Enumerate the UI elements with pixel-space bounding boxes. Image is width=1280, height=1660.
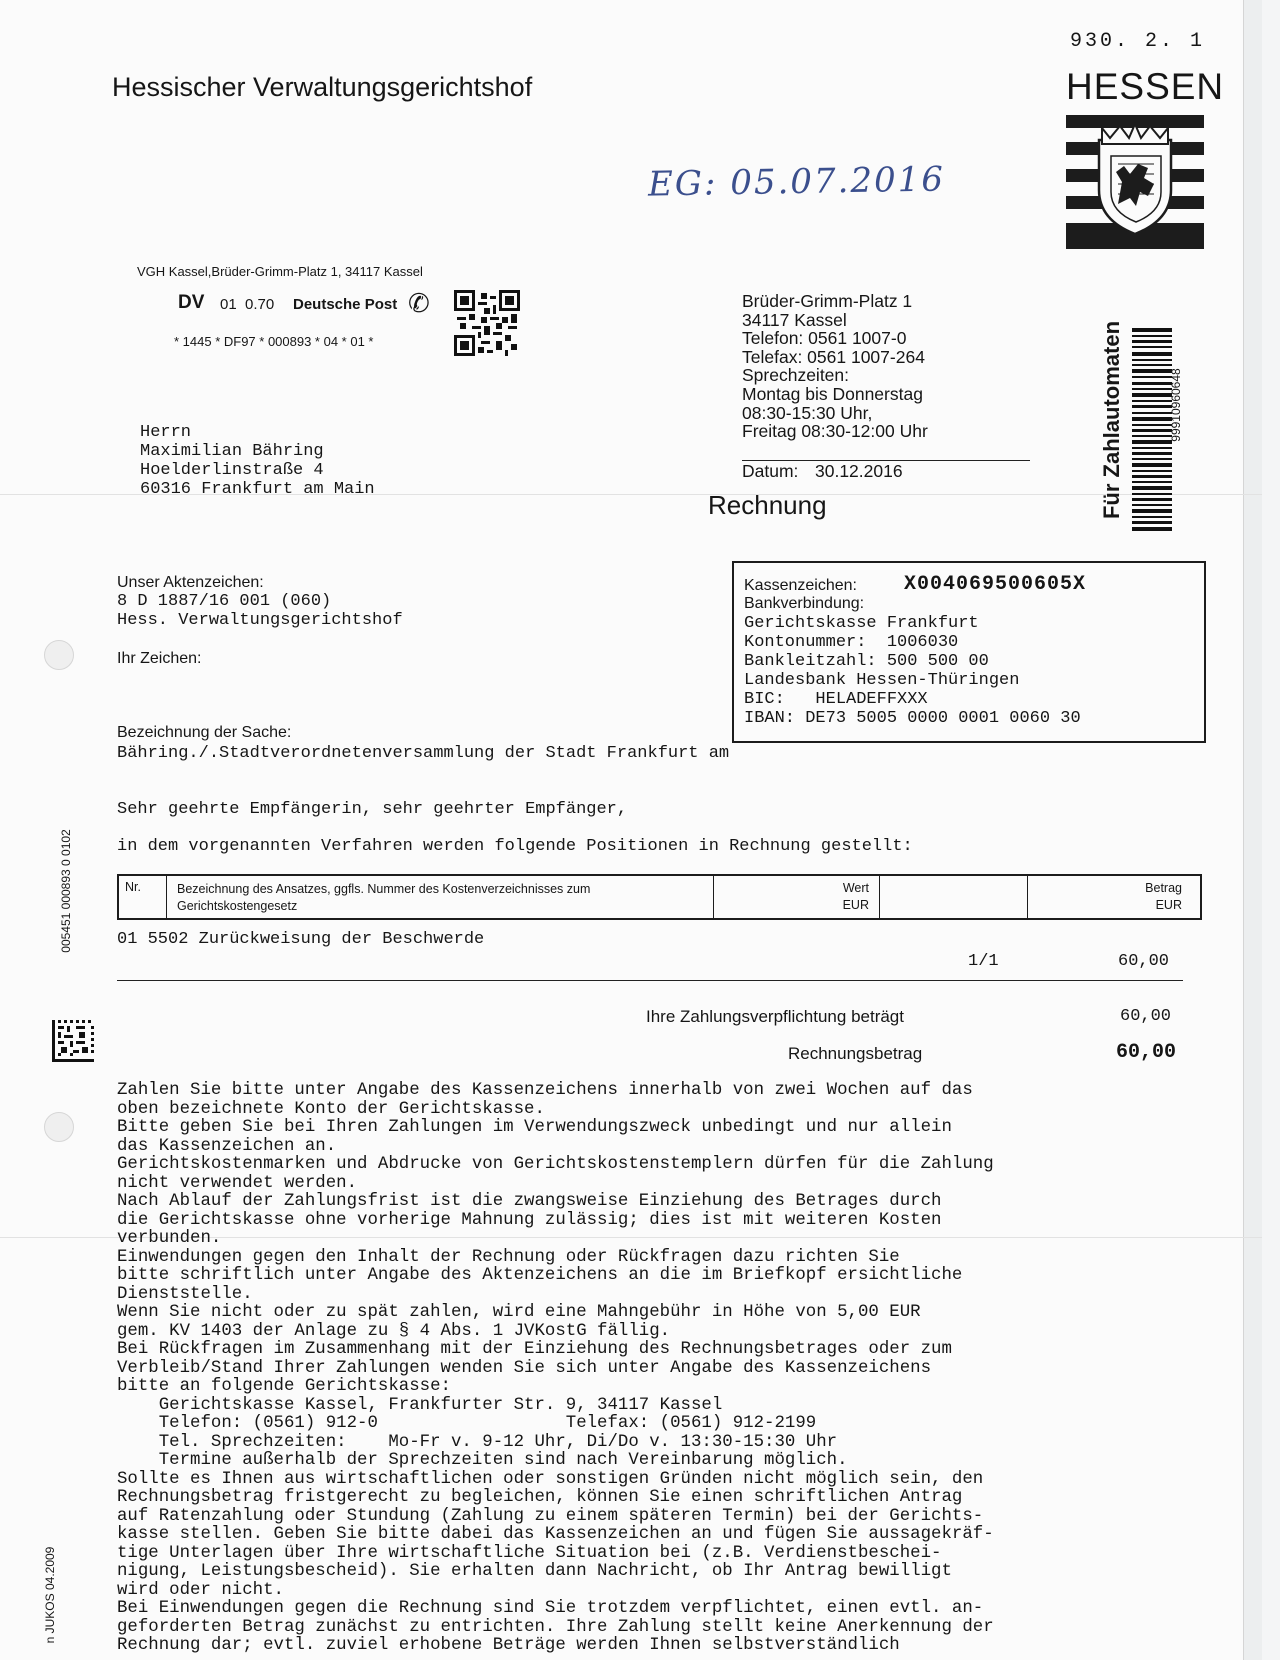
items-divider	[117, 980, 1183, 981]
return-address: VGH Kassel,Brüder-Grimm-Platz 1, 34117 Kassel	[137, 264, 423, 279]
postage-carrier: Deutsche Post	[293, 296, 398, 313]
date-label: Datum:	[742, 461, 799, 481]
invoice-total-label: Rechnungsbetrag	[788, 1044, 923, 1063]
post-horn-icon: ✆	[408, 288, 430, 318]
salutation: Sehr geehrte Empfängerin, sehr geehrter Empfänger,	[117, 800, 628, 819]
sender-address: Brüder-Grimm-Platz 1 34117 Kassel Telefon: 0561 1007-0 Telefax: 0561 1007-264 Sprechzeiten: Montag bis Donnerstag 08:30-15:30 Uhr, Freitag 08:30-12:00 Uhr	[742, 291, 928, 442]
handwritten-receipt-note: EG: 05.07.2016	[647, 159, 946, 205]
postage-code: * 1445 * DF97 * 000893 * 04 * 01 *	[174, 334, 374, 349]
payment-obligation-value: 60,00	[1120, 1007, 1172, 1026]
matter-value: Bähring./.Stadtverordnetenversammlung der Stadt Frankfurt am	[117, 744, 730, 763]
reference-label: Unser Aktenzeichen:	[117, 574, 264, 591]
payment-machine-label: Für Zahlautomaten	[1099, 320, 1124, 520]
punch-hole	[44, 1112, 74, 1142]
barcode-number: 99910960648	[1169, 368, 1183, 442]
recipient-address: Herrn Maximilian Bähring Hoelderlinstraße 4 60316 Frankfurt am Main	[140, 423, 375, 499]
bank-label: Bankverbindung:	[744, 595, 865, 612]
bank-details-box	[732, 561, 1206, 743]
kassenzeichen-label: Kassenzeichen:	[744, 577, 857, 594]
invoice-total-value: 60,00	[1116, 1041, 1177, 1064]
matter-label: Bezeichnung der Sache:	[117, 724, 292, 741]
barcode-icon	[1132, 328, 1172, 532]
authority-name: Hessischer Verwaltungsgerichtshof	[112, 72, 533, 102]
column-header-description: Bezeichnung des Ansatzes, ggfls. Nummer des Kostenverzeichnisses zum Gerichtskostengesetz	[167, 876, 714, 918]
postage-numbers: 01 0.70	[220, 296, 275, 313]
reference-value: 8 D 1887/16 001 (060) Hess. Verwaltungsgerichtshof	[117, 592, 403, 630]
column-header-empty	[880, 876, 1028, 918]
intro-text: in dem vorgenannten Verfahren werden folgende Positionen in Rechnung gestellt:	[117, 837, 913, 856]
state-name: HESSEN	[1066, 66, 1225, 107]
column-header-nr: Nr.	[119, 876, 167, 918]
datamatrix-code-icon	[52, 1020, 94, 1062]
paper-edge	[1243, 0, 1262, 1660]
column-header-value: Wert EUR	[714, 876, 880, 918]
hessen-coat-of-arms-icon	[1066, 112, 1204, 252]
postage-dv: DV	[178, 292, 205, 313]
row-factor: 1/1	[968, 952, 999, 971]
date-value: 30.12.2016	[815, 461, 903, 481]
your-reference-label: Ihr Zeichen:	[117, 650, 202, 667]
form-code: n JUKOS 04.2009	[43, 1546, 57, 1644]
payment-obligation-label: Ihre Zahlungsverpflichtung beträgt	[646, 1007, 904, 1026]
payment-terms: Zahlen Sie bitte unter Angabe des Kassenzeichens innerhalb von zwei Wochen auf das oben bezeichnete Konto der Gerichtskasse. Bitte geben Sie bei Ihren Zahlungen im Verwendungszweck unbedingt und nur allein das Kassenzeichen an. Gerichtskostenmarken und Abdrucke von Gerichtskostenstemplern dürfen für die Zahlung nicht verwendet werden. Nach Ablauf der Zahlungsfrist ist die zwangsweise Einziehung des Betrages durch die Gerichtskasse ohne vorherige Mahnung zulässig; dies ist mit weiteren Kosten verbunden. Einwendungen gegen den Inhalt der Rechnung oder Rückfragen dazu richten Sie bitte schriftlich unter Angabe des Aktenzeichens an die im Briefkopf ersichtliche Dienststelle. Wenn Sie nicht oder zu spät zahlen, wird eine Mahngebühr in Höhe von 5,00 EUR gem. KV 1403 der Anlage zu § 4 Abs. 1 JVKostG fällig. Bei Rückfragen im Zusammenhang mit der Einziehung des Rechnungsbetrages oder zum Verbleib/Stand Ihrer Zahlungen wenden Sie sich unter Angabe des Kassenzeichens bitte an folgende Gerichtskasse: Gerichtskasse Kassel, Frankfurter Str. 9, 34117 Kassel Telefon: (0561) 912-0 Telefax: (0561) 912-2199 Tel. Sprechzeiten: Mo-Fr v. 9-12 Uhr, Di/Do v. 13:30-15:30 Uhr Termine außerhalb der Sprechzeiten sind nach Vereinbarung möglich. Sollte es Ihnen aus wirtschaftlichen oder sonstigen Gründen nicht möglich sein, den Rechnungsbetrag fristgerecht zu begleichen, können Sie einen schriftlichen Antrag auf Ratenzahlung oder Stundung (Zahlung zu einem späteren Termin) bei der Gerichts- kasse stellen. Geben Sie bitte dabei das Kassenzeichen an und fügen Sie aussagekräf- tige Unterlagen über Ihre wirtschaftliche Situation bei (z.B. Verdienstbeschei- nigung, Leistungsbescheid). Sie erhalten dann Nachricht, ob Ihr Antrag bewilligt wird oder nicht. Bei Einwendungen gegen die Rechnung sind Sie trotzdem verpflichtet, einen evtl. an- geforderten Betrag zunächst zu entrichten. Ihre Zahlung stellt keine Anerkennung der Rechnung dar; evtl. zuviel erhobene Beträge werden Ihnen selbstverständlich	[117, 1081, 994, 1655]
table-row: 01 5502 Zurückweisung der Beschwerde	[117, 930, 485, 949]
qr-code-icon	[454, 290, 520, 356]
items-table-header	[117, 874, 1202, 920]
punch-hole	[44, 640, 74, 670]
column-header-amount: Betrag EUR	[1145, 881, 1182, 912]
document-id: 930. 2. 1	[1070, 30, 1206, 53]
bank-details: Gerichtskasse Frankfurt Kontonummer: 1006030 Bankleitzahl: 500 500 00 Landesbank Hessen-Thüringen BIC: HELADEFFXXX IBAN: DE73 5005 0000 0001 0060 30	[744, 614, 1081, 728]
kassenzeichen-value: X004069500605X	[904, 573, 1087, 596]
document-title: Rechnung	[708, 490, 827, 520]
margin-code: 005451 000893 0 0102	[59, 829, 73, 953]
row-amount: 60,00	[1118, 952, 1170, 971]
